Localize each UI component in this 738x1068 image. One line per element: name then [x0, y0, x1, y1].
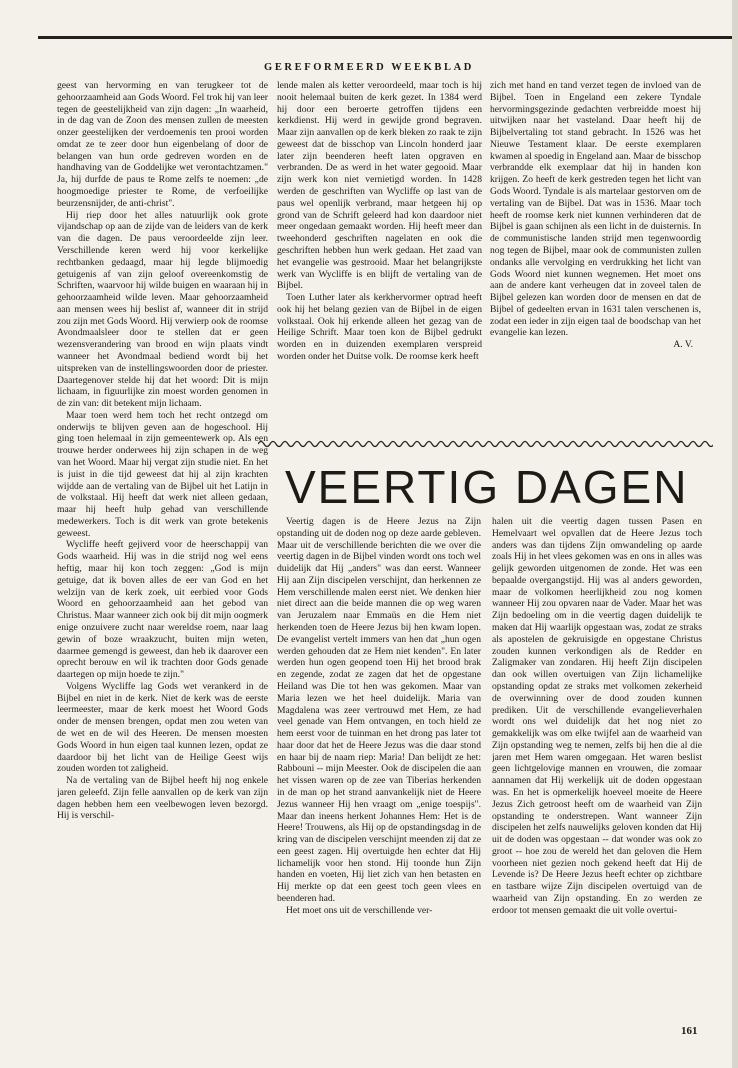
article1-column-1 [57, 80, 268, 1035]
paragraph: lende malen als ketter veroordeeld, maar toch is hij nooit helemaal buiten de kerk gezet. In 1384 werd hij door een beroerte getroffen tijdens een kerkdienst. Hij werd in gewijde grond begraven. Maar zijn aanvallen op de kerk bleken zo raak te zijn geweest dat de bisschop van Lincoln honderd jaar later zijn beenderen heeft laten opgraven en verbranden. De as werd in het water gegooid. Maar zijn werk kon niet vernietigd worden. In 1428 werden de geschriften van Wycliffe op last van de paus wel openlijk verbrand, maar hetgeen hij op grond van de Schrift geleerd had kon daardoor niet meer ongedaan gemaakt worden. Hij heeft meer dan tweehonderd geschriften nagelaten en ook die geschriften hebben hun werk gedaan. Het zaad van het evangelie was gestrooid. Maar het belangrijkste werk van Wycliffe is en blijft de vertaling van de Bijbel. [277, 80, 482, 292]
paragraph: Toen Luther later als kerkhervormer optrad heeft ook hij het belang gezien van de Bijbel in de eigen volkstaal. Ook hij erkende alleen het gezag van de Heilige Schrift. Maar toen kon de Bijbel gedrukt worden en in duizenden exemplaren verspreid worden onder het Duitse volk. De roomse kerk heeft [277, 292, 482, 362]
article1-column-3 [490, 80, 701, 430]
top-rule [38, 36, 738, 39]
article1-column-2 [277, 80, 482, 428]
scan-edge [732, 0, 738, 1068]
paragraph: geest van hervorming en van terugkeer tot de gehoorzaamheid aan Gods Woord. Fel trok hij van leer tegen de geestelijkheid van zijn dagen: „In waarheid, in de dag van de Zoon des mensen zullen de meesten onzer geestelijken der verdoemenis ten prooi worden omdat ze te zeer door hun eigenbelang of door de belangen van hun orde gedreven worden en de handhaving van de Goddelijke wet verontachtzamen." Ja, hij durfde de paus te Rome zelfs te noemen: „de hoogmoedige priester te Rome, de verfoeilijke beurzensnijder, de anti-christ". [57, 80, 268, 209]
paragraph: zich met hand en tand verzet tegen de invloed van de Bijbel. Toen in Engeland een zekere Tyndale hervormingsgezinde gedachten verbreidde moest hij uitwijken naar het vasteland. Daar heeft hij de Bijbelvertaling tot stand gebracht. In 1526 was het Nieuwe Testament klaar. De eerste exemplaren kwamen al spoedig in Engeland aan. Maar de bisschop verbrandde elk exemplaar dat hij in handen kon krijgen. Zo heeft de kerk gestreden tegen het licht van Gods Woord. Tyndale is als martelaar gestorven om de vertaling van de Bijbel. Dat was in 1536. Maar toch heeft de roomse kerk niet kunnen verhinderen dat de Bijbel is gaan schijnen als een licht in de duisternis. In de communistische landen strijd men tegenwoordig nog tegen de Bijbel, maar ook de communisten zullen ondanks alle vervolging en verdrukking het licht van Gods Woord niet kunnen wegnemen. Het moet ons aan de andere kant verheugen dat in zoveel talen de Bijbel gelezen kan worden door de mensen en dat de Bijbel of gedeelten ervan in 1631 talen verschenen is, zodat een ieder in zijn eigen taal de boodschap van het evangelie kan lezen. [490, 80, 701, 339]
paragraph: Volgens Wycliffe lag Gods wet verankerd in de Bijbel en niet in de kerk. Niet de kerk was de eerste leermeester, maar de kerk moest het Woord Gods onder de mensen brengen, opdat men zou weten van de wet en de wil des Heeren. De mensen moesten Gods Woord in hun eigen taal kunnen lezen, opdat ze daardoor bij het licht van de Heilige Geest wijs zouden worden tot zaligheid. [57, 680, 268, 775]
paragraph: Na de vertaling van de Bijbel heeft hij nog enkele jaren geleefd. Zijn felle aanvallen op de kerk van zijn dagen hebben hem een veelbewogen leven bezorgd. Hij is verschil- [57, 775, 268, 822]
wavy-divider [258, 438, 713, 450]
paragraph: Maar toen werd hem toch het recht ontzegd om onderwijs te blijven geven aan de hogeschool. Hij ging toen helemaal in zijn gemeentewerk op. Als een trouwe herder onderwees hij zijn schapen in de weg van het Woord. Maar hij vergat zijn studie niet. En het is juist in die tijd geweest dat hij al zijn krachten wijdde aan de vertaling van de Bijbel uit het Latijn in de volkstaal. Hij heeft dat werk niet alleen gedaan, maar hij heeft hulp gehad van verschillende medewerkers. Toch is dit werk van grote betekenis geweest. [57, 409, 268, 539]
paragraph: halen uit die veertig dagen tussen Pasen en Hemelvaart wel opvallen dat de Heere Jezus toch anders was dan tijdens Zijn omwandeling op aarde zoals Hij in het vlees gekomen was en ons in alles was gelijk geworden uitgenomen de zonde. Het was een bepaalde overgangstijd. Hij was al anders geworden, maar de volkomen heerlijkheid zou nog komen wanneer Hij zou opvaren naar de Vader. Maar het was Zijn bedoeling om in die veertig dagen duidelijk te maken dat Hij waarlijk opgestaan was, zodat ze straks als apostelen de gekruisigde en opgestane Christus zouden kunnen verkondigen als de Redder en Zaligmaker van zondaren. Hij heeft Zijn discipelen dan ook willen overtuigen van Zijn lichamelijke opstanding opdat ze straks met volkomen zekerheid de overwinning over de dood zouden kunnen prediken. Uit de verschillende evangelieverhalen wordt ons wel duidelijk dat het nog niet zo gemakkelijk was om elke twijfel aan de waarheid van Zijn opstanding weg te nemen, zelfs bij hen die al die jaren met Hem waren omgegaan. Het waren beslist geen lichtgelovige mannen en vrouwen, die zomaar aannamen dat Hij werkelijk uit de doden opgestaan was. En het is opmerkelijk hoeveel moeite de Heere Jezus Zich getroost heeft om de waarheid van Zijn opstanding te onderstrepen. Want wanneer Zijn discipelen het zelfs nauwelijks geloven konden dat Hij uit de doden was opgestaan -- dat wonder was ook zo groot -- hoe zou de wereld het dan geloven die Hem voorheen niet gezien noch gekend heeft dat Hij de Levende is? De Heere Jezus heeft echter op zichtbare en tastbare wijze Zijn discipelen overtuigd van de waarheid van Zijn opstanding. En zo werden ze erdoor tot mensen gemaakt die uit volle overtui- [492, 516, 702, 916]
article2-column-2 [492, 516, 702, 1026]
author-signature: A. V. [673, 339, 693, 351]
paragraph: Hij riep door het alles natuurlijk ook grote vijandschap op aan de zijde van de leiders van de kerk van die dagen. De paus veroordeelde zijn leer. Verschillende keren werd hij voor kerkelijke rechtbanken gedaagd, maar hij legde blijmoedig getuigenis af van zijn geloof overeenkomstig de Schriften, waarvoor hij wilde buigen en waaraan hij in gehoorzaamheid wilde leven. Maar gehoorzaamheid aan mensen wees hij beslist af, wanneer dit in strijd zou zijn met Gods Woord. Hij verwierp ook de roomse Avondmaalsleer door te stellen dat er geen wezensverandering van brood en wijn plaats vindt wanneer het Avondmaal bediend wordt bij het uitspreken van de instellingswoorden door de priester. Daartegenover stelde hij dat het woord: Dit is mijn lichaam, in figuurlijke zin moest worden genomen in de zin van: dit betekent mijn lichaam. [57, 209, 268, 410]
page-number: 161 [681, 1025, 698, 1037]
paragraph: Het moet ons uit de verschillende ver- [286, 904, 433, 916]
paragraph: Veertig dagen is de Heere Jezus na Zijn opstanding uit de doden nog op deze aarde gebleven. Maar uit de verschillende berichten die we over die veertig dagen in de Bijbel vinden wordt ons toch wel duidelijk dat Hij „anders" was dan eerst. Wanneer Hij aan Zijn discipelen verschijnt, dan herkennen ze Hem verschillende malen eerst niet. We denken hier niet direct aan die beide mannen die op weg waren van Jeruzalem naar Emmaüs en die Hem niet herkenden toen de Heere Jezus bij hen kwam lopen. De evangelist vertelt immers van hen dat „hun ogen werden gehouden dat ze Hem niet kenden". En later werden hun ogen geopend toen Hij het brood brak en zegende, zodat ze zagen dat het de opgestane Heiland was Die tot hen was gekomen. Maar van Maria lezen we het heel duidelijk. Maria van Magdalena was zeer vertrouwd met Hem, ze had veel genade van Hem ontvangen, en toch hield ze hem eerst voor de tuinman en het drong pas later tot haar door dat het de Heere Jezus was die daar stond en haar bij de naam riep: Maria! Dan belijdt ze het: Rabbouni -- mijn Meester. Ook de discipelen die aan het vissen waren op de zee van Tiberias herkenden in de man op het strand aanvankelijk niet de Heere Jezus wanneer Hij hen vraagt om „enige toespijs". Maar dan ineens herkent Johannes Hem: Het is de Heere! Trouwens, als Hij op de opstandingsdag in de kring van de discipelen verschijnt meenden zij dat ze een geest zagen. Hij overtuigde hen echter dat Hij lichamelijk voor hen stond. Hij toonde hun Zijn handen en voeten, Hij liet zich van hen betasten en Hij merkte op dat een geest toch geen vlees en beenderen had. [277, 516, 481, 904]
article2-column-1 [277, 516, 481, 1026]
paragraph: Wycliffe heeft gejiverd voor de heerschappij van Gods waarheid. Hij was in die strijd nog wel eens heftig, maar hij kon toch zeggen: „God is mijn getuige, dat ik boven alles de eer van God en het welzijn van de kerk zoek, uit eerbied voor Gods Woord en gehoorzaamheid aan het gebod van Christus. Maar wanneer zich ook bij dit mijn oogmerk enige onzuivere zucht naar wereldse roem, naar laag gewin of boze wraakzucht, buiten mijn weten, daarmee gemengd is geweest, dan heb ik daarover een oprecht berouw en wil ik trachten door Gods genade daartegen op mijn hoede te zijn." [57, 539, 268, 681]
running-header: GEREFORMEERD WEEKBLAD [264, 62, 474, 73]
article-title: VEERTIG DAGEN [285, 461, 689, 513]
